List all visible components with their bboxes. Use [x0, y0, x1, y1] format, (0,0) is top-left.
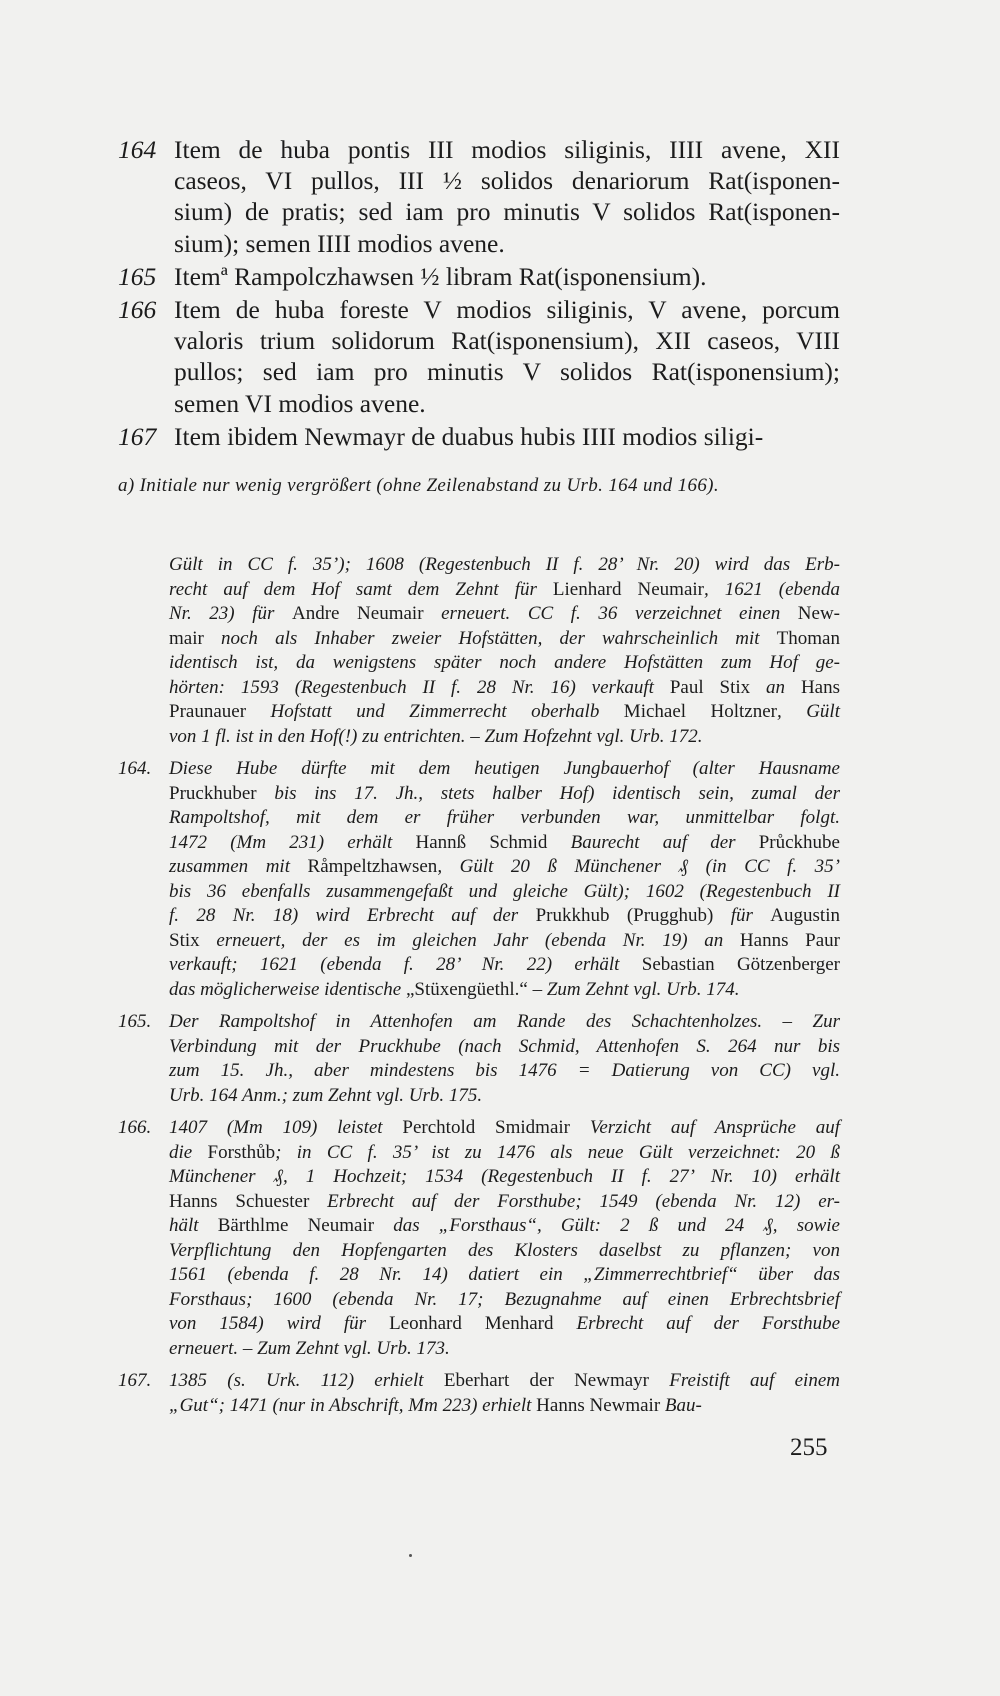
entry-line: Item ibidem Newmayr de duabus hubis IIII modios siligi- [174, 421, 764, 451]
entry-number: 164 [118, 135, 157, 164]
italic-text: ; in CC f. 35’ ist zu 1476 als neue Gült verzeichnet: 20 ß [275, 1141, 840, 1163]
main-text [118, 134, 840, 454]
commentary-line [169, 1190, 840, 1215]
commentary-line [169, 1369, 840, 1394]
italic-text: Erbrecht auf der Forsthube [553, 1313, 841, 1334]
roman-text: Andre Neumair [291, 603, 424, 624]
entry-number: 166 [118, 295, 157, 325]
commentary-number: 164. [118, 758, 152, 779]
commentary-line [169, 1263, 840, 1288]
commentary-line [169, 676, 840, 701]
entry-line: Item de huba pontis III modios siliginis, IIII avene, XII [174, 135, 840, 164]
commentary-line [169, 627, 840, 652]
italic-text: die [169, 1141, 208, 1163]
italic-text: das möglicherweise identische [169, 978, 406, 1000]
entry-165 [118, 261, 840, 292]
commentary-line [169, 1165, 840, 1190]
italic-text: Verbindung mit der Pruckhube (nach Schmid, Attenhofen S. 264 nur bis [169, 1035, 840, 1057]
entry-number: 165 [118, 261, 157, 291]
roman-text: Pruckhuber [169, 782, 257, 804]
speck-dot [409, 1554, 412, 1557]
commentary-line [169, 904, 840, 929]
entry-line: Itemª Rampolczhawsen ½ libram Rat(isponensium). [174, 261, 707, 291]
commentary-line [169, 1059, 840, 1084]
italic-text: 1472 (Mm 231) erhält [169, 831, 416, 853]
italic-text: Baurecht auf der [547, 831, 759, 853]
roman-text: „Stüxengüethl.“ [405, 978, 528, 1000]
commentary-line [169, 953, 840, 978]
italic-text: für [713, 905, 771, 926]
italic-text: 1385 (s. Urk. 112) erhielt [169, 1370, 444, 1391]
italic-text: Diese Hube dürfte mit dem heutigen Jungbauerhof (alter Hausname [169, 758, 840, 779]
commentary-line [169, 1141, 840, 1166]
italic-text: erneuert. CC f. 36 verzeichnet einen [423, 603, 798, 624]
commentary-number: 166. [118, 1117, 152, 1138]
commentary-line [169, 578, 840, 603]
italic-text: Bau- [660, 1394, 702, 1416]
italic-text: f. 28 Nr. 18) wird Erbrecht auf der [169, 905, 536, 926]
roman-text: Prukkhub (Prugghub) [535, 905, 714, 926]
commentary-line [169, 1214, 840, 1239]
roman-text: Sebastian Götzenberger [641, 954, 840, 975]
italic-text: , 1621 (ebenda [704, 578, 840, 600]
italic-text: Freistift auf einem [648, 1370, 840, 1391]
commentary-line [169, 651, 840, 676]
commentary-line [169, 757, 840, 782]
entry-line: caseos, VI pullos, III ½ solidos denariorum Rat(isponen- [174, 166, 840, 196]
italic-text: recht auf dem Hof samt dem Zehnt für [169, 578, 553, 600]
roman-text: Thoman [776, 627, 840, 649]
italic-text: von 1 fl. ist in den Hof(!) zu entrichten. – Zum Hofzehnt vgl. Urb. 172. [169, 725, 703, 747]
italic-text: bis 36 ebenfalls zusammengefaßt und gleiche Gült); 1602 (Regestenbuch II [169, 880, 840, 902]
italic-text: , Gült 20 ß Münchener ₰ (in CC f. 35’ [437, 856, 840, 877]
commentary-line [169, 1394, 840, 1419]
commentary-line [169, 553, 840, 578]
italic-text: Verpflichtung den Hopfengarten des Klosters daselbst zu pflanzen; von [169, 1239, 840, 1261]
commentary-line [169, 978, 840, 1003]
commentary-line [169, 1084, 840, 1109]
entry-167 [118, 421, 840, 452]
commentary-paragraph [118, 757, 840, 1002]
commentary-line [169, 1337, 840, 1362]
commentary-paragraph [118, 553, 840, 749]
commentary-line [169, 1239, 840, 1264]
entry-164 [118, 134, 840, 259]
roman-text: Hanns Paur [739, 929, 840, 951]
entry-line: Item de huba foreste V modios siliginis, V avene, porcum [174, 295, 840, 325]
roman-text: Lienhard Neumair [552, 578, 704, 600]
italic-text: , Gült [776, 701, 840, 722]
entry-line: sium) de pratis; sed iam pro minutis V solidos Rat(isponen- [174, 197, 840, 227]
commentary-line [169, 929, 840, 954]
entry-line: semen VI modios avene. [174, 388, 426, 418]
roman-text: Eberhart der Newmayr [443, 1370, 649, 1391]
italic-text: Erbrecht auf der Forsthube; 1549 (ebenda Nr. 12) er- [309, 1190, 840, 1212]
commentary-line [169, 880, 840, 905]
commentary-line [169, 1116, 840, 1141]
italic-text: noch als Inhaber zweier Hofstätten, der wahrscheinlich mit [203, 627, 777, 649]
italic-text: Forsthaus; 1600 (ebenda Nr. 17; Bezugnahme auf einen Erbrechtsbrief [169, 1288, 840, 1310]
entry-number: 167 [118, 421, 157, 451]
roman-text: Hanns Newmair [536, 1394, 661, 1416]
italic-text: Urb. 164 Anm.; zum Zehnt vgl. Urb. 175. [169, 1084, 483, 1106]
italic-text: Verzicht auf Ansprüche auf [570, 1117, 841, 1138]
commentary-line [169, 602, 840, 627]
roman-text: Praunauer [169, 701, 247, 722]
italic-text: das „Forsthaus“, Gült: 2 ß und 24 ₰, sowie [374, 1215, 840, 1236]
commentary-line [169, 1035, 840, 1060]
italic-text: zusammen mit [169, 856, 308, 877]
italic-text: 1407 (Mm 109) leistet [169, 1117, 403, 1138]
roman-text: mair [169, 627, 204, 649]
commentary-line [169, 806, 840, 831]
roman-text: New- [797, 603, 840, 624]
commentary-line [169, 1288, 840, 1313]
italic-text: – Zum Zehnt vgl. Urb. 174. [527, 978, 740, 1000]
entry-line: pullos; sed iam pro minutis V solidos Rat(isponensium); [174, 357, 840, 387]
italic-text: „Gut“; 1471 (nur in Abschrift, Mm 223) erhielt [169, 1394, 537, 1416]
roman-text: Augustin [770, 905, 840, 926]
italic-text: zum 15. Jh., aber mindestens bis 1476 = Datierung von CC) vgl. [169, 1060, 840, 1081]
commentary-paragraph [118, 1369, 840, 1418]
entry-166 [118, 294, 840, 419]
roman-text: Stix [169, 929, 200, 951]
roman-text: Paul Stix [669, 676, 751, 698]
italic-text: an [750, 676, 801, 698]
roman-text: Perchtold Smidmair [402, 1117, 570, 1138]
italic-text: identisch ist, da wenigstens später noch andere Hofstätten zum Hof ge- [169, 652, 840, 673]
entry-line: valoris trium solidorum Rat(isponensium), XII caseos, VIII [174, 326, 840, 356]
italic-text: bis ins 17. Jh., stets halber Hof) identisch sein, zumal der [256, 782, 840, 804]
italic-text: verkauft; 1621 (ebenda f. 28’ Nr. 22) erhält [169, 954, 642, 975]
commentary-line [169, 831, 840, 856]
roman-text: Bärthlme Neumair [217, 1215, 375, 1236]
roman-text: Forsthůb [207, 1141, 276, 1163]
commentary-number: 167. [118, 1370, 152, 1391]
commentary-number: 165. [118, 1011, 152, 1032]
italic-text: von 1584) wird für [169, 1313, 390, 1334]
commentary-line [169, 782, 840, 807]
commentary [118, 553, 840, 1426]
italic-text: Rampoltshof, mit dem er früher verbunden war, unmittelbar folgt. [169, 807, 840, 828]
italic-text: Münchener ₰, 1 Hochzeit; 1534 (Regestenbuch II f. 27’ Nr. 10) erhält [169, 1166, 840, 1187]
roman-text: Hans [800, 676, 841, 698]
roman-text: Michael Holtzner [623, 701, 777, 722]
commentary-line [169, 700, 840, 725]
italic-text: Nr. 23) für [169, 603, 292, 624]
italic-text: erneuert, der es im gleichen Jahr (ebenda Nr. 19) an [199, 929, 740, 951]
page-number: 255 [790, 1434, 828, 1461]
commentary-line [169, 725, 840, 750]
italic-text: Gült in CC f. 35’); 1608 (Regestenbuch II f. 28’ Nr. 20) wird das Erb- [169, 554, 840, 575]
roman-text: Råmpeltzhawsen [307, 856, 438, 877]
commentary-line [169, 1010, 840, 1035]
italic-text: hält [169, 1215, 218, 1236]
italic-text: hörten: 1593 (Regestenbuch II f. 28 Nr. 16) verkauft [169, 676, 670, 698]
commentary-paragraph [118, 1010, 840, 1108]
commentary-paragraph [118, 1116, 840, 1361]
italic-text: erneuert. – Zum Zehnt vgl. Urb. 173. [169, 1337, 450, 1359]
commentary-line [169, 1312, 840, 1337]
roman-text: Průckhube [758, 831, 840, 853]
footnote-a: a) Initiale nur wenig vergrößert (ohne Zeilenabstand zu Urb. 164 und 166). [118, 475, 719, 496]
roman-text: Hanns Schuester [169, 1190, 310, 1212]
roman-text: Hannß Schmid [415, 831, 548, 853]
entry-line: sium); semen IIII modios avene. [174, 228, 505, 258]
italic-text: 1561 (ebenda f. 28 Nr. 14) datiert ein „Zimmerrechtbrief“ über das [169, 1264, 840, 1285]
italic-text: Der Rampoltshof in Attenhofen am Rande des Schachtenholzes. – Zur [169, 1011, 840, 1032]
commentary-line [169, 855, 840, 880]
italic-text: Hofstatt und Zimmerrecht oberhalb [246, 701, 624, 722]
roman-text: Leonhard Menhard [389, 1313, 554, 1334]
